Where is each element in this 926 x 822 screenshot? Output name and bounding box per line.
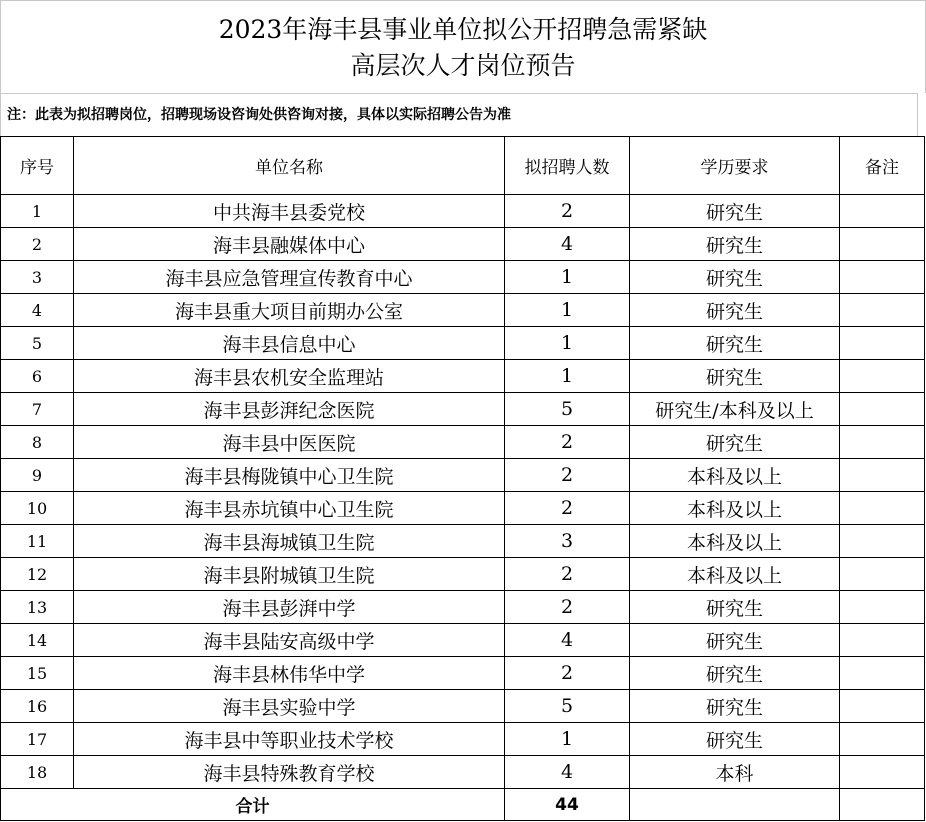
table-body — [1, 195, 925, 789]
row-index-cell: 2 — [1, 228, 74, 261]
row-remark-cell — [840, 228, 925, 261]
row-remark-cell — [840, 195, 925, 228]
row-unit-cell: 海丰县陆安高级中学 — [74, 624, 505, 657]
row-education-cell: 本科及以上 — [630, 558, 840, 591]
row-count-cell: 2 — [505, 426, 630, 459]
table-row — [1, 690, 925, 723]
header-unit: 单位名称 — [74, 137, 505, 195]
row-count-cell: 2 — [505, 195, 630, 228]
row-education-cell: 研究生 — [630, 261, 840, 294]
table-row — [1, 426, 925, 459]
table-row — [1, 294, 925, 327]
row-index-cell: 14 — [1, 624, 74, 657]
table-row — [1, 591, 925, 624]
row-unit-cell: 海丰县中医医院 — [74, 426, 505, 459]
row-index-cell: 7 — [1, 393, 74, 426]
row-education-cell: 本科及以上 — [630, 525, 840, 558]
row-remark-cell — [840, 723, 925, 756]
header-education: 学历要求 — [630, 137, 840, 195]
document-title — [0, 0, 926, 93]
row-education-cell: 研究生 — [630, 294, 840, 327]
row-remark-cell — [840, 657, 925, 690]
row-education-cell: 研究生 — [630, 195, 840, 228]
row-remark-cell — [840, 393, 925, 426]
row-index-cell: 3 — [1, 261, 74, 294]
total-row — [1, 789, 925, 821]
total-label: 合计 — [1, 789, 505, 821]
note-text: 注：此表为拟招聘岗位，招聘现场设咨询处供咨询对接，具体以实际招聘公告为准 — [0, 93, 918, 136]
row-count-cell: 2 — [505, 492, 630, 525]
row-unit-cell: 海丰县重大项目前期办公室 — [74, 294, 505, 327]
table-row — [1, 459, 925, 492]
row-count-cell: 1 — [505, 327, 630, 360]
table-row — [1, 360, 925, 393]
row-index-cell: 12 — [1, 558, 74, 591]
row-remark-cell — [840, 558, 925, 591]
row-unit-cell: 海丰县融媒体中心 — [74, 228, 505, 261]
row-remark-cell — [840, 327, 925, 360]
row-remark-cell — [840, 690, 925, 723]
table-header-row — [1, 137, 925, 195]
row-education-cell: 研究生 — [630, 690, 840, 723]
table-row — [1, 492, 925, 525]
table-row — [1, 624, 925, 657]
row-education-cell: 研究生 — [630, 228, 840, 261]
row-index-cell: 8 — [1, 426, 74, 459]
header-index: 序号 — [1, 137, 74, 195]
table-row — [1, 756, 925, 789]
row-unit-cell: 海丰县彭湃纪念医院 — [74, 393, 505, 426]
row-unit-cell: 海丰县赤坑镇中心卫生院 — [74, 492, 505, 525]
row-index-cell: 10 — [1, 492, 74, 525]
row-unit-cell: 海丰县彭湃中学 — [74, 591, 505, 624]
table-row — [1, 558, 925, 591]
row-education-cell: 本科及以上 — [630, 492, 840, 525]
row-index-cell: 5 — [1, 327, 74, 360]
row-count-cell: 1 — [505, 723, 630, 756]
row-education-cell: 研究生 — [630, 426, 840, 459]
row-index-cell: 4 — [1, 294, 74, 327]
row-education-cell: 研究生 — [630, 591, 840, 624]
row-index-cell: 6 — [1, 360, 74, 393]
header-count: 拟招聘人数 — [505, 137, 630, 195]
table-row — [1, 195, 925, 228]
row-remark-cell — [840, 624, 925, 657]
row-count-cell: 5 — [505, 393, 630, 426]
row-remark-cell — [840, 591, 925, 624]
total-count: 44 — [505, 789, 630, 821]
row-index-cell: 17 — [1, 723, 74, 756]
row-count-cell: 4 — [505, 624, 630, 657]
row-unit-cell: 海丰县附城镇卫生院 — [74, 558, 505, 591]
row-education-cell: 研究生 — [630, 624, 840, 657]
row-unit-cell: 海丰县林伟华中学 — [74, 657, 505, 690]
row-index-cell: 13 — [1, 591, 74, 624]
row-unit-cell: 海丰县特殊教育学校 — [74, 756, 505, 789]
row-count-cell: 2 — [505, 459, 630, 492]
row-count-cell: 1 — [505, 360, 630, 393]
row-remark-cell — [840, 294, 925, 327]
row-remark-cell — [840, 525, 925, 558]
row-count-cell: 1 — [505, 294, 630, 327]
row-education-cell: 本科 — [630, 756, 840, 789]
table-row — [1, 525, 925, 558]
row-unit-cell: 中共海丰县委党校 — [74, 195, 505, 228]
row-index-cell: 11 — [1, 525, 74, 558]
row-count-cell: 2 — [505, 558, 630, 591]
total-education-cell — [630, 789, 840, 821]
row-count-cell: 2 — [505, 591, 630, 624]
row-remark-cell — [840, 756, 925, 789]
row-count-cell: 1 — [505, 261, 630, 294]
row-count-cell: 4 — [505, 756, 630, 789]
row-remark-cell — [840, 492, 925, 525]
table-row — [1, 228, 925, 261]
row-unit-cell: 海丰县信息中心 — [74, 327, 505, 360]
row-unit-cell: 海丰县农机安全监理站 — [74, 360, 505, 393]
row-count-cell: 5 — [505, 690, 630, 723]
row-education-cell: 研究生 — [630, 327, 840, 360]
positions-table — [0, 136, 925, 821]
table-row — [1, 261, 925, 294]
row-index-cell: 1 — [1, 195, 74, 228]
table-row — [1, 327, 925, 360]
header-remark: 备注 — [840, 137, 925, 195]
row-count-cell: 4 — [505, 228, 630, 261]
row-remark-cell — [840, 261, 925, 294]
row-remark-cell — [840, 459, 925, 492]
row-education-cell: 研究生 — [630, 657, 840, 690]
title-line-1: 2023年海丰县事业单位拟公开招聘急需紧缺 — [218, 15, 708, 44]
row-index-cell: 9 — [1, 459, 74, 492]
row-unit-cell: 海丰县实验中学 — [74, 690, 505, 723]
row-unit-cell: 海丰县海城镇卫生院 — [74, 525, 505, 558]
row-remark-cell — [840, 360, 925, 393]
table-row — [1, 723, 925, 756]
row-education-cell: 本科及以上 — [630, 459, 840, 492]
row-unit-cell: 海丰县中等职业技术学校 — [74, 723, 505, 756]
table-row — [1, 393, 925, 426]
row-education-cell: 研究生/本科及以上 — [630, 393, 840, 426]
total-remark-cell — [840, 789, 925, 821]
row-remark-cell — [840, 426, 925, 459]
row-count-cell: 2 — [505, 657, 630, 690]
title-line-2: 高层次人才岗位预告 — [350, 51, 576, 80]
row-unit-cell: 海丰县梅陇镇中心卫生院 — [74, 459, 505, 492]
row-index-cell: 16 — [1, 690, 74, 723]
row-education-cell: 研究生 — [630, 723, 840, 756]
row-education-cell: 研究生 — [630, 360, 840, 393]
table-row — [1, 657, 925, 690]
row-count-cell: 3 — [505, 525, 630, 558]
row-index-cell: 15 — [1, 657, 74, 690]
row-index-cell: 18 — [1, 756, 74, 789]
row-unit-cell: 海丰县应急管理宣传教育中心 — [74, 261, 505, 294]
